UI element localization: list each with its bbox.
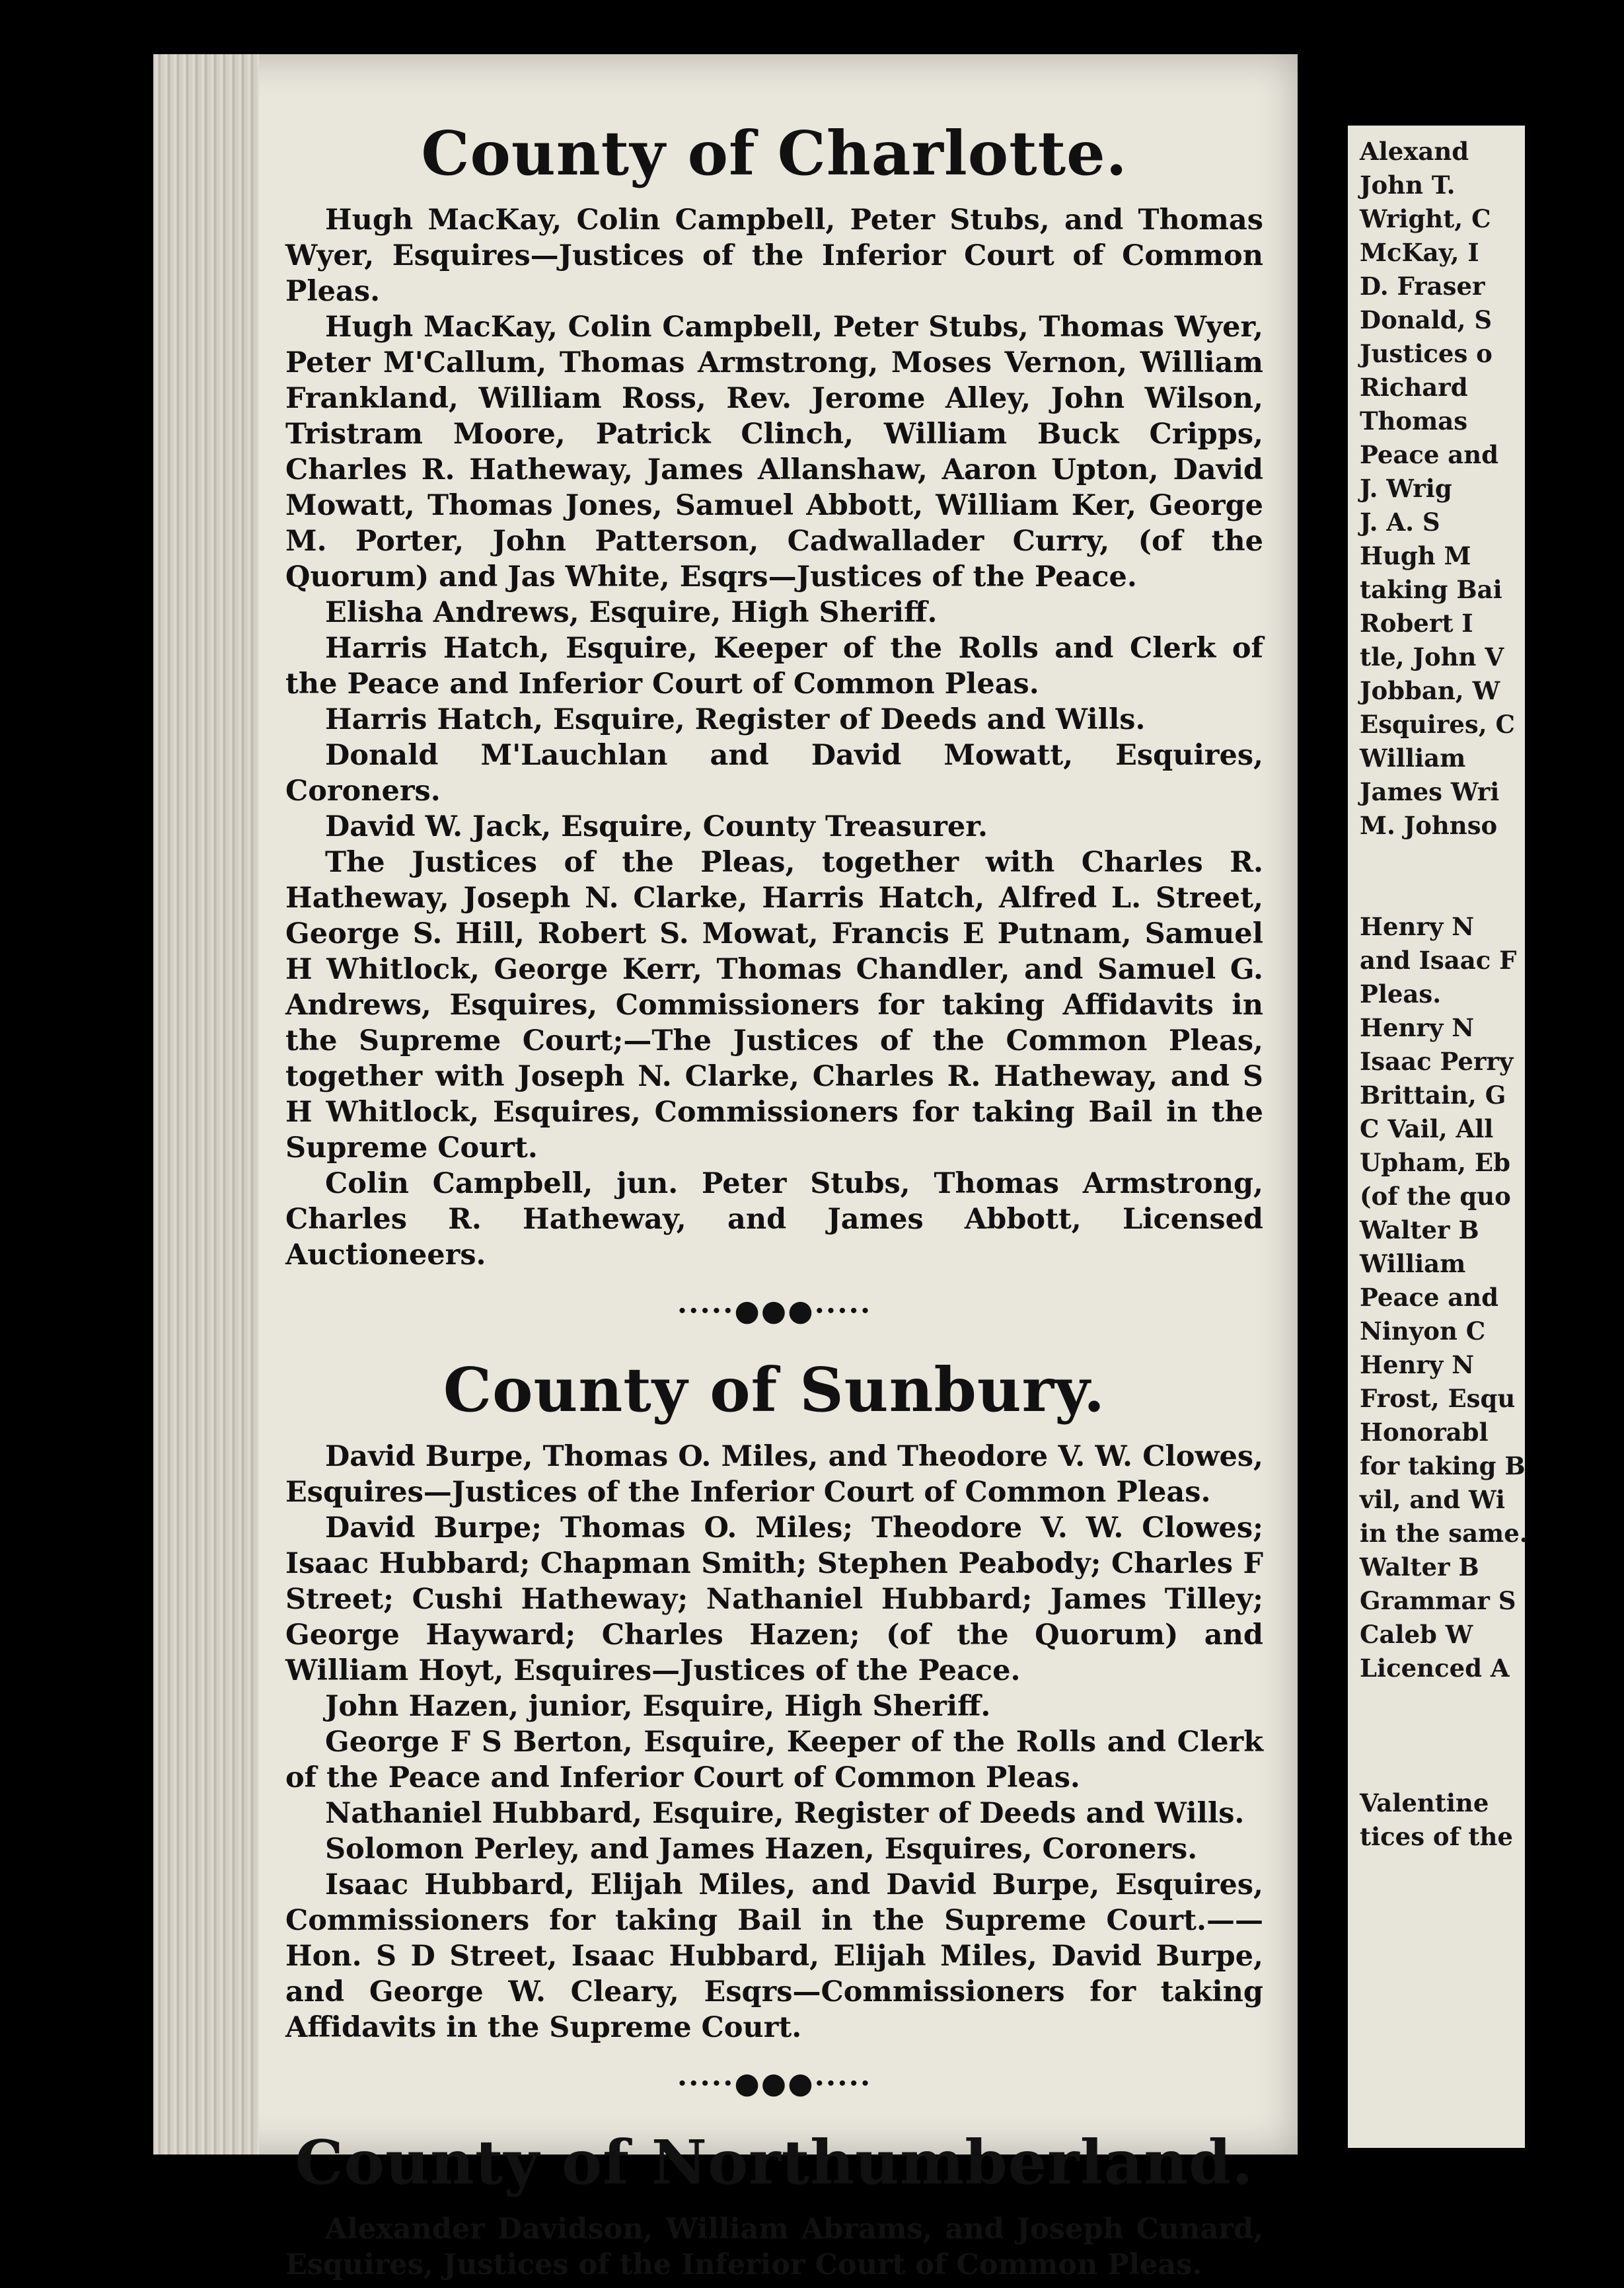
adjacent-line: Henry N: [1360, 1013, 1475, 1042]
ornament-divider: ·····●●●·····: [677, 1294, 872, 1328]
adjacent-line: Hugh M: [1360, 541, 1471, 570]
adjacent-line: [1360, 1753, 1624, 1786]
paragraph: Colin Campbell, jun. Peter Stubs, Thomas Armstrong, Charles R. Hatheway, and James Abbott, Licensed Auctioneers.: [285, 1167, 1263, 1272]
adjacent-line: M. Johnso: [1360, 811, 1498, 840]
paragraph: David Burpe, Thomas O. Miles, and Theodore V. W. Clowes, Esquires—Justices of the Inferior Court of Common Pleas.: [285, 1440, 1263, 1509]
adjacent-line: J. Wrig: [1360, 474, 1452, 503]
adjacent-line: Peace and: [1360, 440, 1499, 469]
adjacent-line: James Wri: [1360, 777, 1500, 806]
section-sunbury: [285, 1354, 1263, 2045]
section-charlotte: [285, 118, 1263, 1273]
section-heading: County of Northumberland.: [295, 2127, 1254, 2198]
adjacent-line: vil, and Wi: [1360, 1485, 1505, 1514]
adjacent-line: and Isaac F: [1360, 946, 1517, 975]
paragraph: Harris Hatch, Esquire, Keeper of the Rolls and Clerk of the Peace and Inferior Court of Common Pleas.: [285, 632, 1263, 701]
paragraph: John Hazen, junior, Esquire, High Sheriff.: [325, 1690, 991, 1723]
paragraph: Donald M'Lauchlan and David Mowatt, Esquires, Coroners.: [285, 739, 1263, 808]
adjacent-line: Ninyon C: [1360, 1316, 1486, 1346]
adjacent-line: John T.: [1360, 171, 1456, 200]
adjacent-line: Valentine: [1360, 1788, 1489, 1817]
adjacent-line: [1360, 876, 1624, 910]
adjacent-line: Thomas: [1360, 406, 1468, 436]
adjacent-line: Upham, Eb: [1360, 1148, 1510, 1177]
adjacent-line: Licenced A: [1360, 1654, 1510, 1683]
adjacent-line: tices of the: [1360, 1822, 1513, 1851]
adjacent-line: William: [1360, 744, 1466, 773]
adjacent-line: Peace and: [1360, 1283, 1499, 1312]
adjacent-line: Robert I: [1360, 609, 1473, 638]
adjacent-line: Caleb W: [1360, 1620, 1473, 1649]
adjacent-line: [1360, 843, 1624, 876]
adjacent-page-lines: [1360, 135, 1624, 1854]
paragraph: David W. Jack, Esquire, County Treasurer.: [325, 810, 988, 843]
page-binding: [153, 54, 259, 2155]
adjacent-line: Justices o: [1360, 339, 1493, 368]
adjacent-line: J. A. S: [1360, 508, 1440, 537]
adjacent-line: tle, John V: [1360, 642, 1504, 671]
adjacent-line: Henry N: [1360, 1350, 1475, 1379]
adjacent-line: Pleas.: [1360, 979, 1442, 1009]
paragraph: The Justices of the Pleas, together with Charles R. Hatheway, Joseph N. Clarke, Harris Hatch, Alfred L. Street, George S. Hill, Robert S. Mowat, Francis E Putnam, Samuel H Whitlock, George Kerr, Thomas Chandler, and Samuel G. Andrews, Esquires, Commissioners for taking Affidavits in the Supreme Court;—The Justices of the Common Pleas, together with Joseph N. Clarke, Charles R. Hatheway, and S H Whitlock, Esquires, Commissioners for taking Bail in the Supreme Court.: [285, 846, 1263, 1164]
adjacent-line: Walter B: [1360, 1215, 1479, 1244]
adjacent-line: Isaac Perry: [1360, 1047, 1514, 1076]
adjacent-line: Jobban, W: [1360, 676, 1500, 705]
paragraph: Alexander Davidson, William Abrams, and Joseph Cunard, Esquires, Justices of the Inferior Court of Common Pleas.: [285, 2213, 1263, 2281]
adjacent-line: (of the quo: [1360, 1182, 1511, 1211]
adjacent-line: Wright, C: [1360, 204, 1491, 233]
adjacent-line: Henry N: [1360, 912, 1475, 941]
paragraph: Solomon Perley, and James Hazen, Esquires, Coroners.: [325, 1833, 1198, 1866]
adjacent-line: in the same.: [1360, 1519, 1528, 1548]
paragraph: Elisha Andrews, Esquire, High Sheriff.: [325, 596, 938, 629]
adjacent-line: [1360, 1685, 1624, 1719]
section-northumberland: [285, 2127, 1263, 2283]
adjacent-line: William: [1360, 1249, 1466, 1278]
paragraph: Hugh MacKay, Colin Campbell, Peter Stubs, Thomas Wyer, Peter M'Callum, Thomas Armstrong, Moses Vernon, William Frankland, William Ross, Rev. Jerome Alley, John Wilson, Tristram Moore, Patrick Clinch, William Buck Cripps, Charles R. Hatheway, James Allanshaw, Aaron Upton, David Mowatt, Thomas Jones, Samuel Abbott, William Ker, George M. Porter, John Patterson, Cadwallader Curry, (of the Quorum) and Jas White, Esqrs—Justices of the Peace.: [285, 311, 1263, 593]
section-heading: County of Charlotte.: [421, 118, 1128, 189]
page-content: [285, 118, 1263, 2288]
adjacent-line: Brittain, G: [1360, 1081, 1506, 1110]
adjacent-line: Frost, Esqu: [1360, 1384, 1516, 1413]
adjacent-line: Honorabl: [1360, 1418, 1489, 1447]
adjacent-page-fragment: [1348, 126, 1528, 2148]
paragraph: David Burpe; Thomas O. Miles; Theodore V. W. Clowes; Isaac Hubbard; Chapman Smith; Stephen Peabody; Charles F Street; Cushi Hatheway; Nathaniel Hubbard; James Tilley; George Hayward; Charles Hazen; (of the Quorum) and William Hoyt, Esquires—Justices of the Peace.: [285, 1511, 1263, 1687]
paragraph: Hugh MacKay, Colin Campbell, Peter Stubs, and Thomas Wyer, Esquires—Justices of the Inferior Court of Common Pleas.: [285, 204, 1263, 308]
adjacent-line: D. Fraser: [1360, 272, 1485, 301]
paragraph: George F S Berton, Esquire, Keeper of the Rolls and Clerk of the Peace and Inferior Court of Common Pleas.: [285, 1726, 1263, 1794]
adjacent-line: taking Bai: [1360, 575, 1502, 604]
paragraph: Isaac Hubbard, Elijah Miles, and David Burpe, Esquires, Commissioners for taking Bail in the Supreme Court.——Hon. S D Street, Isaac Hubbard, Elijah Miles, David Burpe, and George W. Cleary, Esqrs—Commissioners for taking Affidavits in the Supreme Court.: [285, 1868, 1263, 2044]
adjacent-line: [1360, 1719, 1624, 1753]
adjacent-line: Grammar S: [1360, 1586, 1516, 1615]
ornament-divider: ·····●●●·····: [677, 2067, 872, 2100]
adjacent-line: for taking B: [1360, 1451, 1526, 1480]
adjacent-line: Donald, S: [1360, 305, 1493, 334]
adjacent-line: Esquires, C: [1360, 710, 1515, 739]
scanned-page: [153, 54, 1298, 2281]
paragraph: Nathaniel Hubbard, Esquire, Register of Deeds and Wills.: [325, 1797, 1245, 1830]
adjacent-line: C Vail, All: [1360, 1114, 1494, 1143]
adjacent-line: McKay, I: [1360, 238, 1479, 267]
adjacent-line: Walter B: [1360, 1552, 1479, 1582]
paragraph: Harris Hatch, Esquire, Register of Deeds and Wills.: [325, 703, 1146, 736]
section-heading: County of Sunbury.: [443, 1354, 1106, 1426]
adjacent-line: Richard: [1360, 373, 1468, 402]
adjacent-line: Alexand: [1360, 137, 1469, 166]
